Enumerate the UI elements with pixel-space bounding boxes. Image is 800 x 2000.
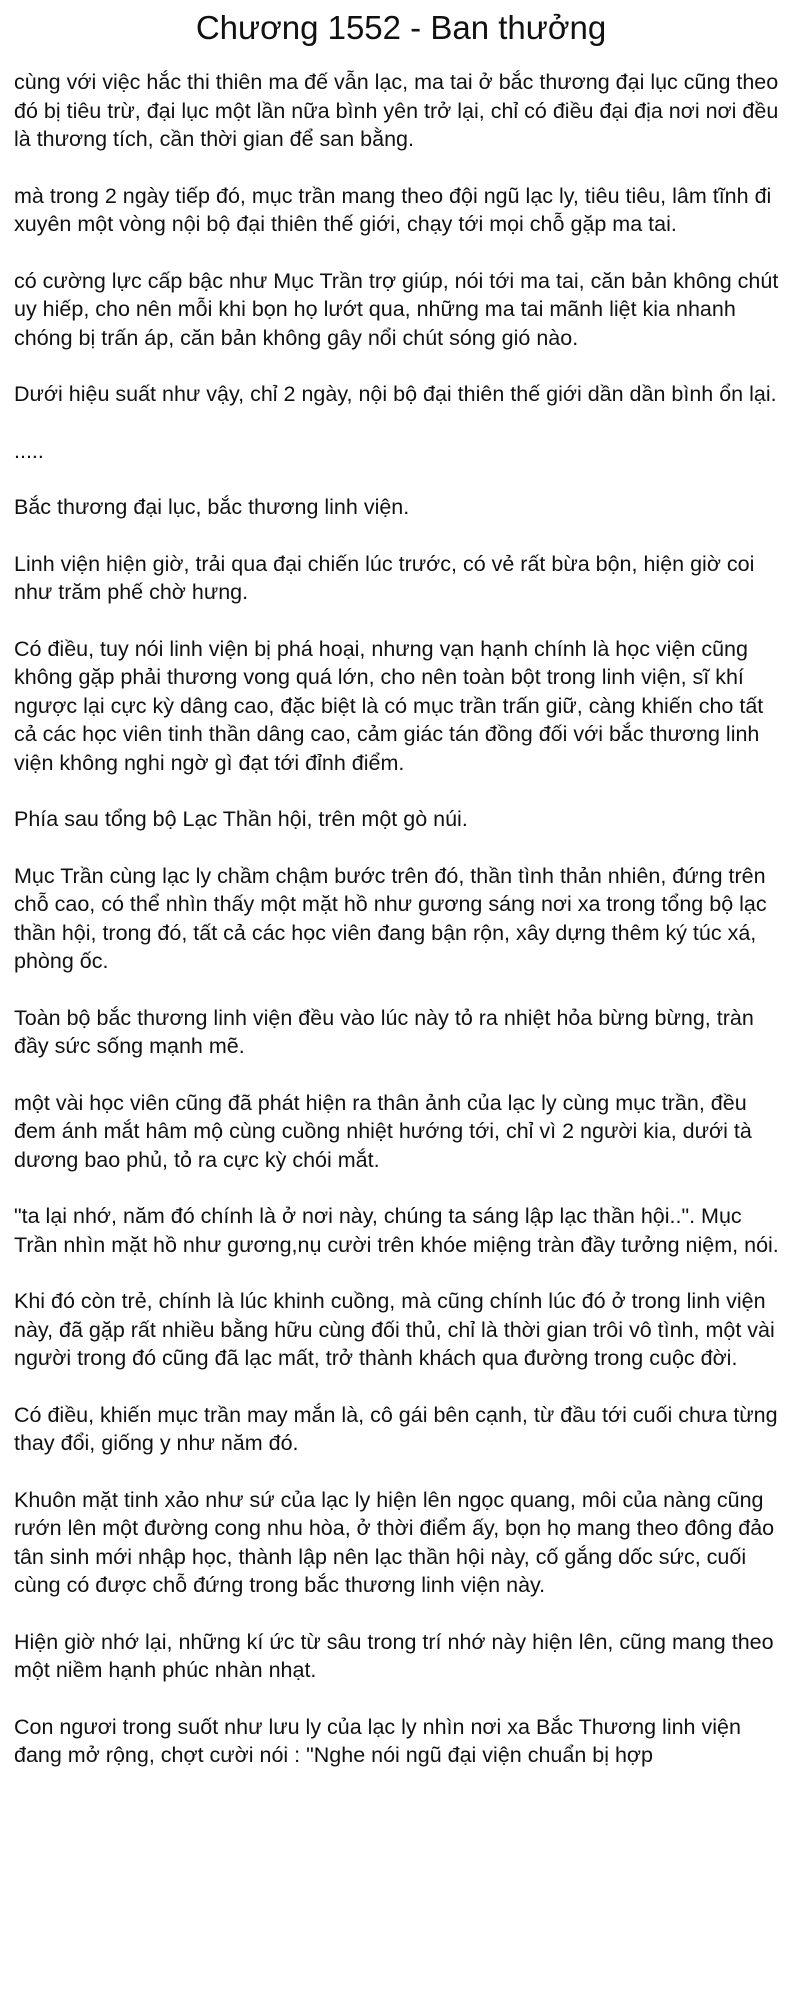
paragraph: một vài học viên cũng đã phát hiện ra thân ảnh của lạc ly cùng mục trần, đều đem ánh mắt hâm mộ cùng cuồng nhiệt hướng tới, chỉ vì 2 người kia, dưới tà dương bao phủ, tỏ ra cực kỳ chói mắt. xyxy=(14,1090,752,1172)
paragraph: cùng với việc hắc thi thiên ma đế vẫn lạc, ma tai ở bắc thương đại lục cũng theo đó bị tiêu trừ, đại lục một lần nữa bình yên trở lại, chỉ có điều đại địa nơi nơi đều là thương tích, cần thời gian để san bằng. xyxy=(14,70,779,151)
paragraph: Linh viện hiện giờ, trải qua đại chiến lúc trước, có vẻ rất bừa bộn, hiện giờ coi như trăm phế chờ hưng. xyxy=(14,551,755,604)
paragraph: có cường lực cấp bậc như Mục Trần trợ giúp, nói tới ma tai, căn bản không chút uy hiếp, cho nên mỗi khi bọn họ lướt qua, những ma tai mãnh liệt kia nhanh chóng bị trấn áp, căn bản không gây nổi chút sóng gió nào. xyxy=(14,268,779,350)
chapter-body xyxy=(14,68,788,1770)
paragraph: Mục Trần cùng lạc ly chầm chậm bước trên đó, thần tình thản nhiên, đứng trên chỗ cao, có thể nhìn thấy một mặt hồ như gương sáng nơi xa trong tổng bộ lạc thần hội, trong đó, tất cả các học viên đang bận rộn, xây dựng thêm ký túc xá, phòng ốc. xyxy=(14,863,767,973)
paragraph: Khuôn mặt tinh xảo như sứ của lạc ly hiện lên ngọc quang, môi của nàng cũng rướn lên một đường cong nhu hòa, ở thời điểm ấy, bọn họ mang theo đông đảo tân sinh mới nhập học, thành lập nên lạc thần hội này, cố gắng dốc sức, cuối cùng có được chỗ đứng trong bắc thương linh viện này. xyxy=(14,1487,775,1597)
paragraph: Phía sau tổng bộ Lạc Thần hội, trên một gò núi. xyxy=(14,807,468,831)
paragraph: Có điều, tuy nói linh viện bị phá hoại, nhưng vạn hạnh chính là học viện cũng không gặp phải thương vong quá lớn, cho nên toàn bột trong linh viện, sĩ khí ngược lại cực kỳ dâng cao, đặc biệt là có mục trần trấn giữ, càng khiến cho tất cả các học viên tinh thần dâng cao, cảm giác tán đồng đối với bắc thương linh viện không nghi ngờ gì đạt tới đỉnh điểm. xyxy=(14,636,764,775)
paragraph: Dưới hiệu suất như vậy, chỉ 2 ngày, nội bộ đại thiên thế giới dần dần bình ổn lại. xyxy=(14,382,777,406)
paragraph-separator: ..... xyxy=(14,438,44,463)
paragraph: Toàn bộ bắc thương linh viện đều vào lúc này tỏ ra nhiệt hỏa bừng bừng, tràn đầy sức sống mạnh mẽ. xyxy=(14,1005,754,1058)
paragraph: "ta lại nhớ, năm đó chính là ở nơi này, chúng ta sáng lập lạc thần hội..". Mục Trần nhìn mặt hồ như gương,nụ cười trên khóe miệng tràn đầy tưởng niệm, nói. xyxy=(14,1204,779,1257)
paragraph: Có điều, khiến mục trần may mắn là, cô gái bên cạnh, từ đầu tới cuối chưa từng thay đổi, giống y như năm đó. xyxy=(14,1402,778,1455)
chapter-title: Chương 1552 - Ban thưởng xyxy=(195,9,607,46)
paragraph: Bắc thương đại lục, bắc thương linh viện. xyxy=(14,495,410,519)
paragraph: Hiện giờ nhớ lại, những kí ức từ sâu trong trí nhớ này hiện lên, cũng mang theo một niềm hạnh phúc nhàn nhạt. xyxy=(14,1629,774,1682)
paragraph: Con ngươi trong suốt như lưu ly của lạc ly nhìn nơi xa Bắc Thương linh viện đang mở rộng, chợt cười nói : "Nghe nói ngũ đại viện chuẩn bị hợp xyxy=(14,1714,741,1767)
paragraph: mà trong 2 ngày tiếp đó, mục trần mang theo đội ngũ lạc ly, tiêu tiêu, lâm tĩnh đi xuyên một vòng nội bộ đại thiên thế giới, chạy tới mọi chỗ gặp ma tai. xyxy=(14,183,772,236)
paragraph: Khi đó còn trẻ, chính là lúc khinh cuồng, mà cũng chính lúc đó ở trong linh viện này, đã gặp rất nhiều bằng hữu cùng đối thủ, chỉ là thời gian trôi vô tình, một vài người trong đó cũng đã lạc mất, trở thành khách qua đường trong cuộc đời. xyxy=(14,1289,775,1370)
